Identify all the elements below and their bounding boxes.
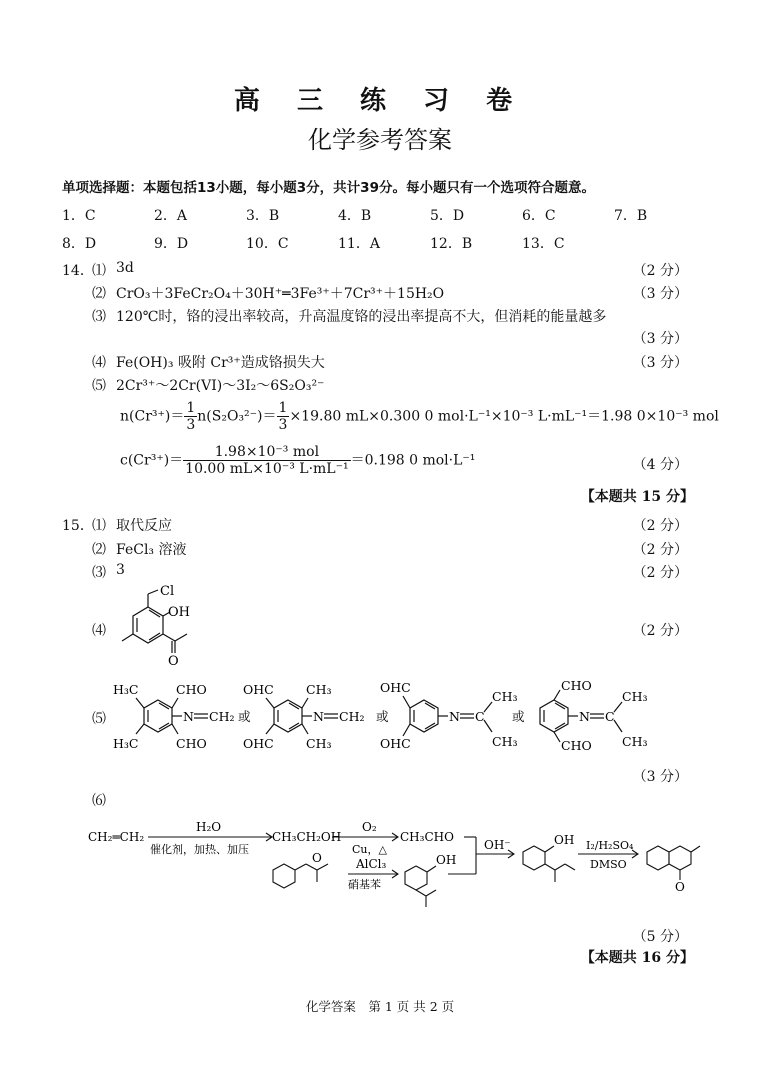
q14-p3-score: （3 分） [632,331,688,347]
q14-p1-text: 3d [116,260,134,276]
q15-p1-num: ⑴ [92,518,106,534]
mc-answer: 2．A [154,208,188,224]
mc-answer: 6．C [522,208,556,224]
p6-r2-bottom: Cu，△ [352,843,387,856]
p5-d-n: N [579,709,590,724]
q15-p4-structure [108,582,198,668]
p5-b-n: N [313,709,324,724]
q15-p1-score: （2 分） [632,518,688,534]
eq1-frac2-den: 3 [278,417,288,433]
p5-d-ch3-bot: CH₃ [622,734,648,749]
q14-p4-text: Fe(OH)₃ 吸附 Cr³⁺造成铬损失大 [116,355,325,371]
q14-p1-num: ⑴ [92,263,106,279]
q15-total: 【本题共 16 分】 [580,950,694,966]
p6-oh-minus: OH⁻ [484,838,511,852]
q15-p1-text: 取代反应 [116,518,172,534]
q15-p5-score: （3 分） [632,769,688,785]
q15-p5-structures [108,676,668,754]
p6-acetate-o: O [312,851,322,865]
p5-b-ch3-top: CH₃ [306,682,332,697]
q15-p2-num: ⑵ [92,542,106,558]
p5-c-ch3-bot: CH₃ [492,734,518,749]
p5-d-cho-bot: CHO [561,738,592,753]
p6-r1-top: H₂O [196,820,222,834]
eq2-rhs: ＝0.198 0 mol·L⁻¹ [350,452,476,469]
p5-a-cho-bot: CHO [176,736,207,751]
q14-p4-num: ⑷ [92,355,106,371]
q15-p3-text: 3 [116,562,125,578]
page-title: 高 三 练 习 卷 [233,86,527,116]
q15-label: 15． [62,518,94,534]
p5-b-ch3-bot: CH₃ [306,736,332,751]
p5-or-3: 或 [512,709,525,724]
mc-answer: 7．B [614,208,648,224]
q14-total: 【本题共 15 分】 [580,489,694,505]
mc-answer: 8．D [62,236,97,252]
p5-a-h3c-bot: H₃C [113,736,139,751]
p5-a-n: N [183,709,194,724]
q14-p4-score: （3 分） [632,355,688,371]
p4-cl: Cl [160,584,175,599]
eq1-frac1-num: 1 [186,400,196,416]
eq2-num: 1.98×10⁻³ mol [183,444,350,461]
p5-b-ohc-top: OHC [243,682,274,697]
mc-answer: 13．C [522,236,565,252]
p6-r2-top: O₂ [362,820,377,834]
p6-r1-bottom: 催化剂，加热、加压 [150,843,249,856]
q15-p3-num: ⑶ [92,565,106,581]
eq1-rhs: ×19.80 mL×0.300 0 mol·L⁻¹×10⁻³ L·mL⁻¹＝1.98 0×10⁻³ mol [289,408,719,425]
q14-p2-score: （3 分） [632,286,688,302]
mc-answer: 1．C [62,208,96,224]
p5-a-ch2: CH₂ [209,709,235,724]
q14-eq1 [120,400,719,433]
q14-p5-score: （4 分） [632,457,688,473]
p5-d-c: C [605,709,615,724]
q15-p5-num: ⑸ [92,711,106,727]
q15-p6-score: （5 分） [632,929,688,945]
p5-or-2: 或 [376,709,389,724]
p4-o: O [168,654,179,668]
mc-answer: 4．B [338,208,372,224]
mc-answer: 5．D [430,208,465,224]
p6-chalcone-oh: OH [554,833,575,847]
q14-p2-text: CrO₃＋3FeCr₂O₄＋30H⁺═3Fe³⁺＋7Cr³⁺＋15H₂O [116,286,445,302]
p5-a-h3c-top: H₃C [113,682,139,697]
q14-p3-text: 120℃时，铬的浸出率较高，升高温度铬的浸出率提高不大，但消耗的能量越多 [116,309,607,325]
p6-r3-bottom: 硝基苯 [348,878,381,891]
eq1-frac2-num: 1 [278,400,288,416]
q15-p2-score: （2 分） [632,542,688,558]
mc-answer: 3．B [246,208,280,224]
p5-c-ohc-bot: OHC [380,736,411,751]
eq2-den: 10.00 mL×10⁻³ L·mL⁻¹ [185,461,349,477]
p6-r4-bottom: DMSO [590,858,627,871]
mc-answer: 12．B [430,236,473,252]
mc-answer: 11．A [338,236,380,252]
q15-p4-num: ⑷ [92,623,106,639]
q14-p2-num: ⑵ [92,286,106,302]
q14-p1-score: （2 分） [632,263,688,279]
p4-oh: OH [168,605,190,620]
p6-ketone-oh: OH [436,853,457,867]
eq2-lhs: c(Cr³⁺)＝ [120,452,184,469]
mc-answer: 9．D [154,236,189,252]
p5-or-1: 或 [238,709,251,724]
p6-ethylene: CH₂═CH₂ [88,830,145,844]
eq1-lhs: n(Cr³⁺)＝ [120,408,185,425]
q14-p3-num: ⑶ [92,309,106,325]
p5-b-ohc-bot: OHC [243,736,274,751]
eq1-frac1-den: 3 [186,417,196,433]
q15-p3-score: （2 分） [632,565,688,581]
q14-eq2 [120,444,475,477]
p5-c-n: N [449,709,460,724]
q14-p5-text: 2Cr³⁺～2Cr(VI)～3I₂～6S₂O₃²⁻ [116,378,325,394]
p5-a-cho-top: CHO [176,682,207,697]
p5-c-ohc-top: OHC [380,680,411,695]
q14-label: 14． [62,263,94,279]
p5-d-cho-top: CHO [561,678,592,693]
p6-chromone-o: O [675,880,685,894]
p6-ethanol: CH₃CH₂OH [272,830,342,844]
q15-p2-text: FeCl₃ 溶液 [116,542,187,558]
p5-d-ch3-top: CH₃ [622,689,648,704]
p5-c-c: C [475,709,485,724]
section-instruction: 单项选择题：本题包括13小题，每小题3分，共计39分。每小题只有一个选项符合题意。 [62,180,595,196]
q15-p6-num: ⑹ [92,793,106,809]
p5-b-ch2: CH₂ [339,709,365,724]
eq1-mid: n(S₂O₃²⁻)＝ [197,408,277,425]
page-footer: 化学答案 第 1 页 共 2 页 [305,999,455,1014]
mc-answer: 10．C [246,236,289,252]
p6-r4-top: I₂/H₂SO₄ [586,839,634,852]
q15-p4-score: （2 分） [632,623,688,639]
p6-r3-top: AlCl₃ [356,857,387,871]
page-subtitle: 化学参考答案 [308,126,452,154]
p5-c-ch3-top: CH₃ [492,689,518,704]
p6-acetaldehyde: CH₃CHO [400,830,454,844]
q15-p6-route [86,812,706,912]
q14-p5-num: ⑸ [92,378,106,394]
